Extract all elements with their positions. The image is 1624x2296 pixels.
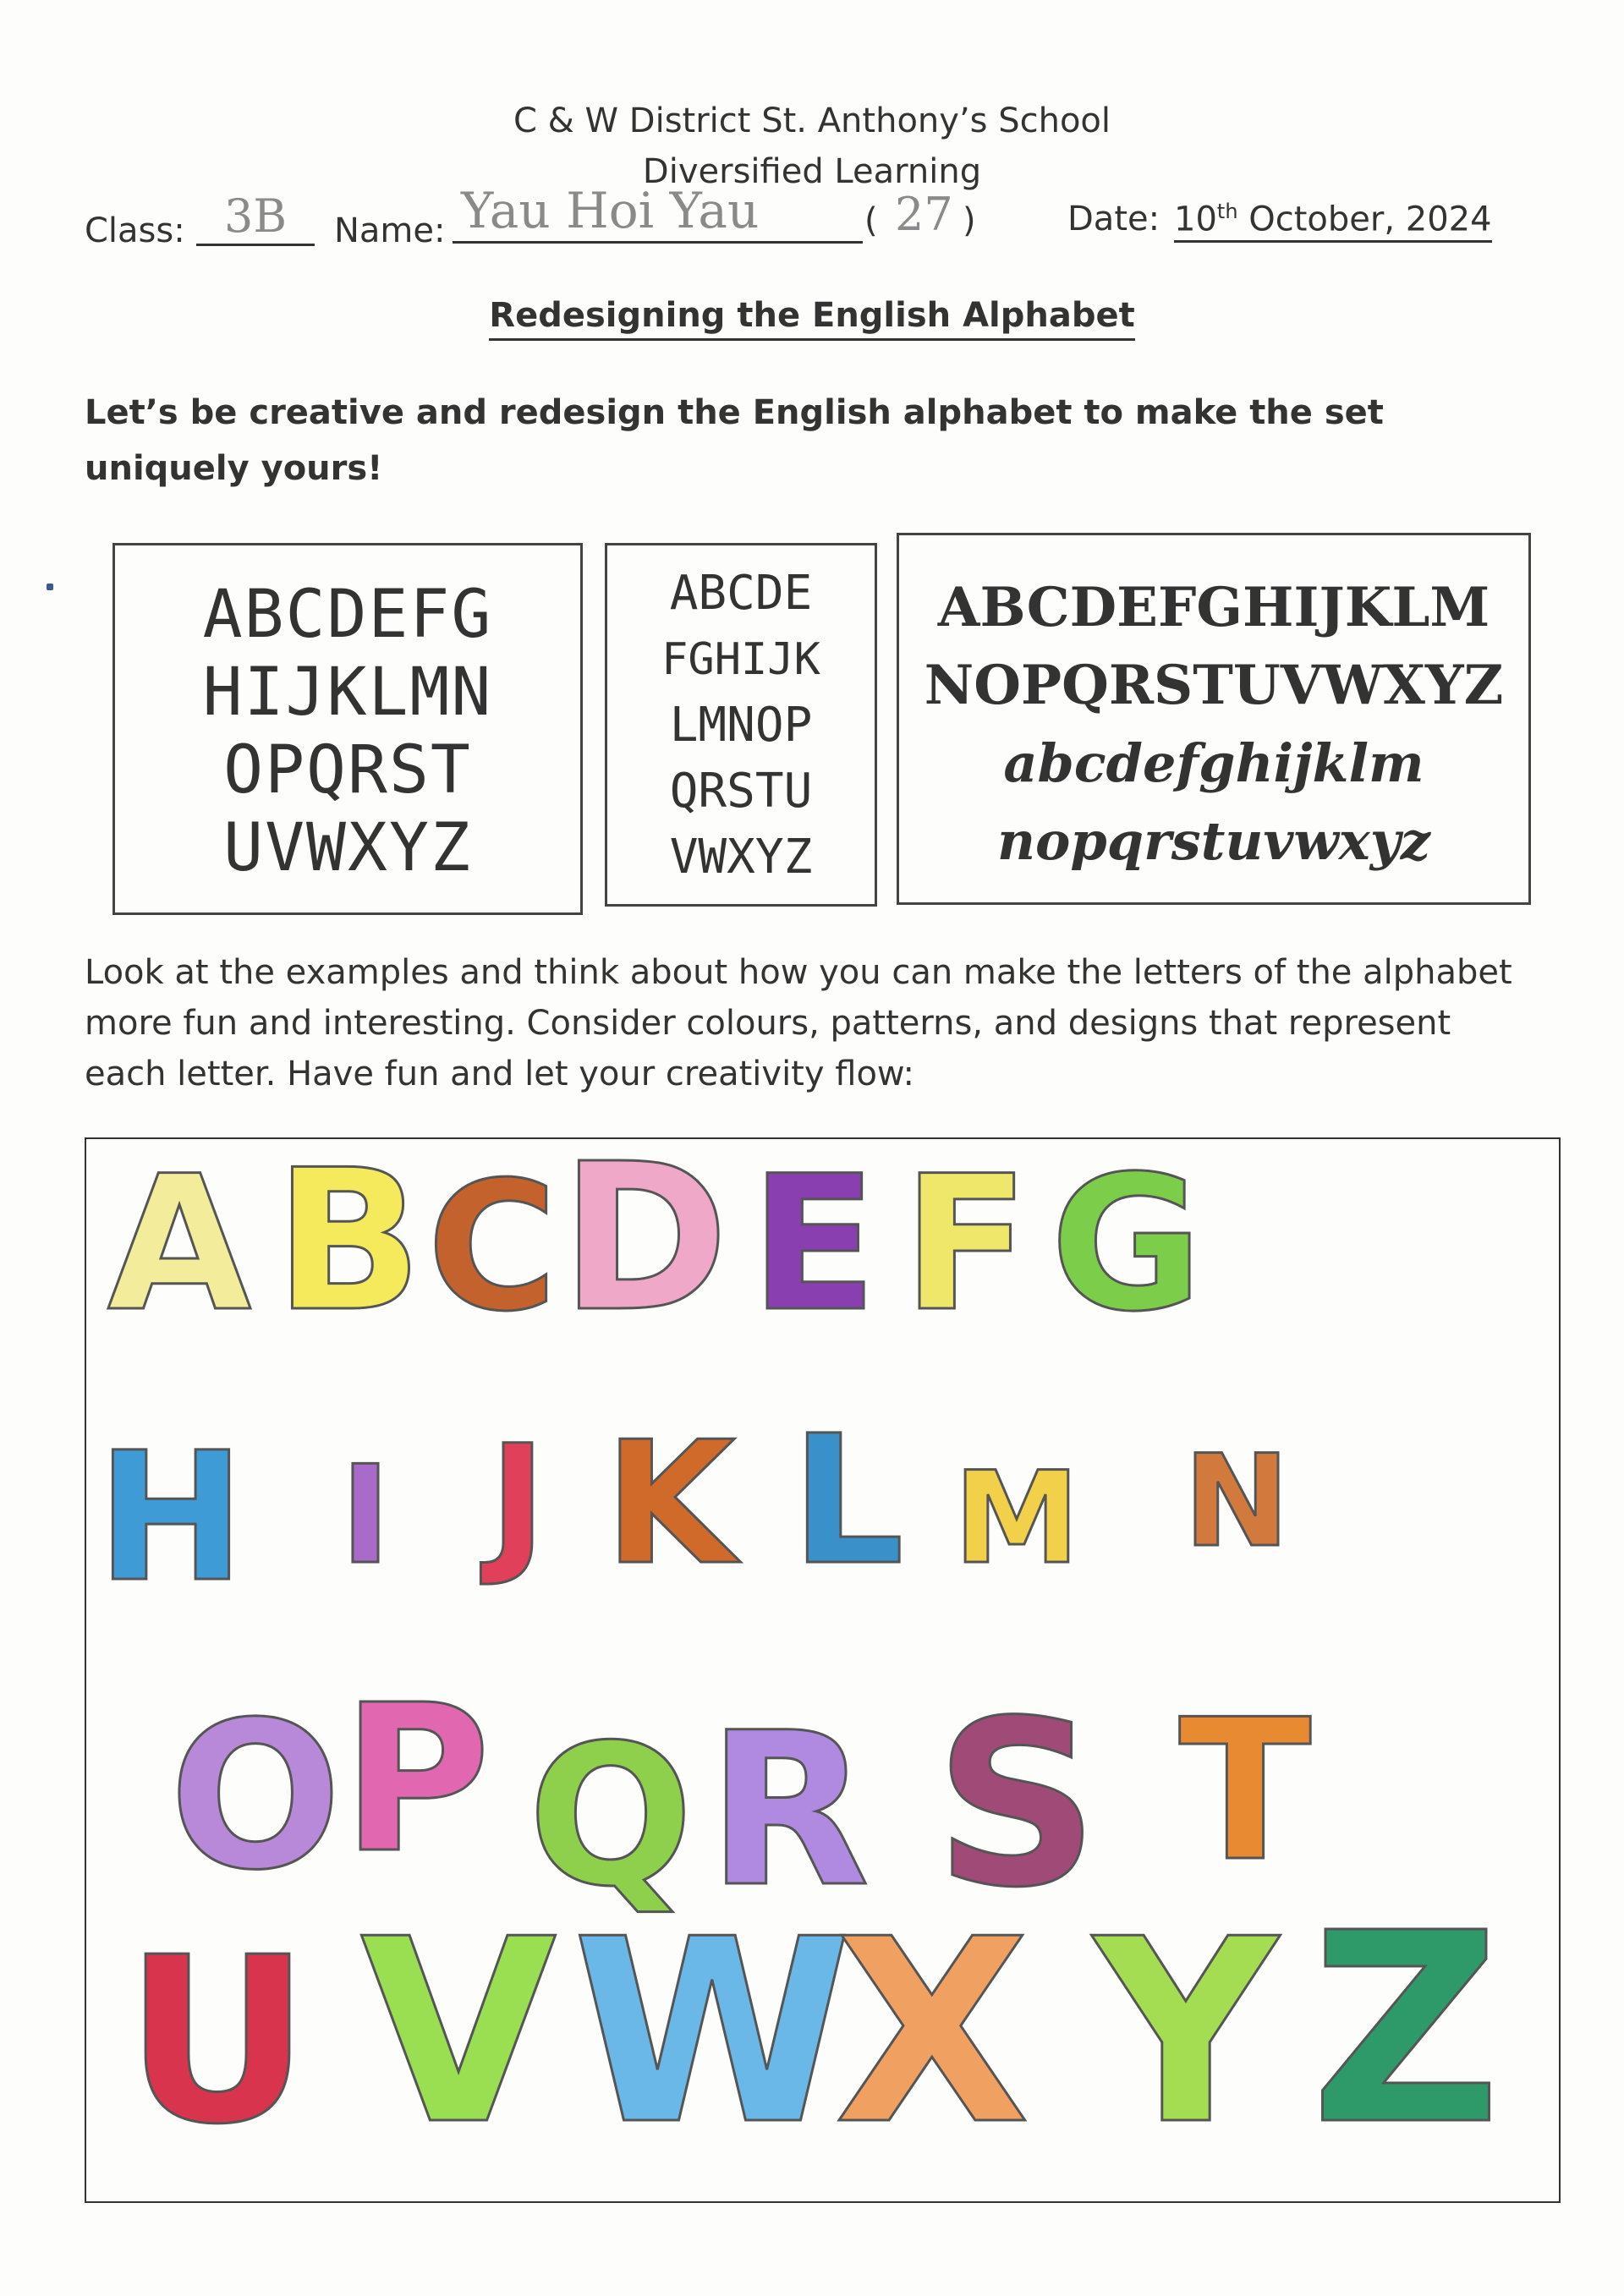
drawn-letter-k: K <box>604 1406 736 1603</box>
drawn-letter-a: A <box>107 1139 252 1352</box>
drawn-letter-q: Q <box>528 1704 694 1930</box>
worksheet-subtitle: Diversified Learning <box>642 152 982 191</box>
drawn-letter-h: H <box>96 1414 245 1621</box>
name-label: Name: <box>334 211 446 250</box>
drawn-letter-g: G <box>1050 1139 1204 1352</box>
example-alphabet-box-2 <box>605 543 877 907</box>
example-alphabet-box-1 <box>112 543 583 915</box>
drawing-area <box>85 1137 1561 2203</box>
drawn-letter-m: M <box>953 1445 1080 1592</box>
date-suffix: th <box>1216 200 1238 223</box>
name-field <box>453 182 863 244</box>
example-alphabet-box-3 <box>897 533 1531 905</box>
instructions-text: Look at the examples and think about how you can make the letters of the alphabet more fun and interesting. Consider colours, patterns, and designs that represent each letter. Have fun and let your creativity flow: <box>85 953 1512 1093</box>
date-day: 10 <box>1174 200 1217 239</box>
drawn-letter-e: E <box>749 1139 878 1352</box>
drawn-letter-b: B <box>274 1139 423 1355</box>
example-row: NOPQRSTUVWXYZ <box>924 654 1504 717</box>
drawn-letter-n: N <box>1183 1428 1290 1575</box>
drawn-letter-u: U <box>124 1908 310 2174</box>
example-row: QRSTU <box>669 764 813 819</box>
example-row: UVWXYZ <box>223 810 472 886</box>
example-row: ABCDEFGHIJKLM <box>937 576 1490 639</box>
student-alphabet-drawing <box>86 1139 1559 2201</box>
example-row: HIJKLMN <box>202 655 493 731</box>
worksheet-title: Redesigning the English Alphabet <box>0 296 1624 335</box>
drawn-letter-d: D <box>560 1139 729 1356</box>
example-row: abcdefghijklm <box>1003 732 1424 794</box>
drawn-letter-r: R <box>706 1687 870 1933</box>
example-row: nopqrstuvwxyz <box>996 810 1430 872</box>
drawn-letter-i: I <box>340 1436 391 1594</box>
class-label: Class: <box>85 211 185 250</box>
class-value: 3B <box>223 189 288 243</box>
example-row: OPQRST <box>223 732 472 808</box>
drawn-letter-t: T <box>1178 1679 1312 1904</box>
date-label: Date: <box>1067 200 1160 238</box>
school-name: C & W District St. Anthony’s School <box>513 101 1111 140</box>
drawn-letter-w: W <box>572 1885 853 2180</box>
drawn-letter-j: J <box>489 1413 546 1590</box>
example-row: VWXYZ <box>669 830 813 885</box>
example-row: LMNOP <box>669 698 813 753</box>
drawn-letter-p: P <box>342 1661 491 1898</box>
drawn-letter-f: F <box>902 1139 1030 1352</box>
example-row: ABCDEFG <box>202 577 493 653</box>
drawn-letter-z: Z <box>1310 1877 1501 2183</box>
scan-speck <box>47 584 53 590</box>
drawn-letter-o: O <box>168 1678 343 1915</box>
drawn-letter-v: V <box>359 1885 557 2180</box>
example-row: FGHIJK <box>661 634 820 685</box>
class-number-close: ) <box>963 201 976 240</box>
date-value <box>1174 200 1492 243</box>
example-row: ABCDE <box>669 566 813 621</box>
class-field <box>196 191 315 246</box>
intro-text: Let’s be creative and redesign the English alphabet to make the set uniquely yours! <box>85 393 1384 488</box>
class-number-open: ( <box>864 201 878 240</box>
class-number-value: 27 <box>895 188 953 241</box>
drawn-letter-l: L <box>791 1397 904 1604</box>
drawn-letter-c: C <box>426 1143 558 1351</box>
drawn-letter-s: S <box>934 1671 1100 1937</box>
drawn-letter-x: X <box>834 1885 1030 2180</box>
date-month-year: October, 2024 <box>1237 200 1492 239</box>
name-value: Yau Hoi Yau <box>461 182 760 239</box>
drawn-letter-y: Y <box>1094 1885 1278 2180</box>
